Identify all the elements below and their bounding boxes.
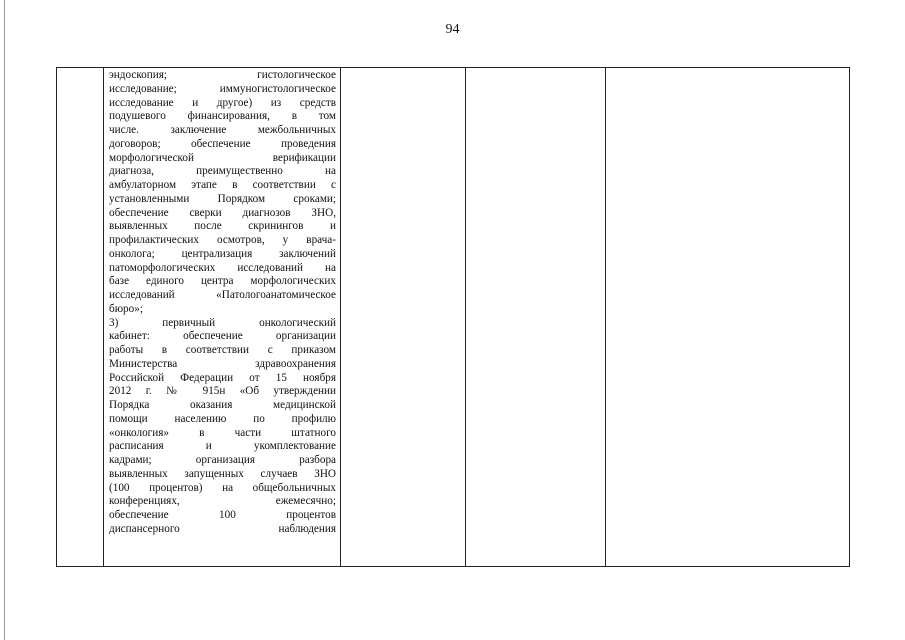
text-line: базе единого центра морфологических <box>109 275 336 288</box>
page-edge-line <box>4 0 5 640</box>
column-divider-3 <box>465 68 466 566</box>
text-line: Порядка оказания медицинской <box>109 399 336 411</box>
text-line: бюро»; <box>109 302 143 315</box>
text-line: кабинет: обеспечение организации <box>109 330 336 343</box>
text-line: амбулаторном этапе в соответствии с <box>109 179 336 191</box>
column-divider-4 <box>605 68 606 566</box>
text-line: профилактических осмотров, у врача- <box>109 234 336 246</box>
table-text-cell <box>109 69 336 537</box>
text-line: помощи населению по профилю <box>109 412 336 425</box>
document-table <box>56 67 850 567</box>
text-line: исследований «Патологоанатомическое <box>109 289 336 301</box>
text-line: работы в соответствии с приказом <box>109 344 336 356</box>
text-line: выявленных после скринингов и <box>109 220 336 233</box>
text-line: онколога; централизация заключений <box>109 247 336 260</box>
text-line: обеспечение 100 процентов <box>109 509 336 521</box>
text-line: патоморфологических исследований на <box>109 261 336 274</box>
text-line: эндоскопия; гистологическое <box>109 69 336 81</box>
text-line: исследование; иммуногистологическое <box>109 82 336 95</box>
text-line: 2012 г. № 915н «Об утверждении <box>109 385 336 398</box>
text-line: договоров; обеспечение проведения <box>109 137 336 150</box>
text-line: установленными Порядком сроками; <box>109 192 336 205</box>
text-line: (100 процентов) на общебольничных <box>109 481 336 494</box>
text-line: числе. заключение межбольничных <box>109 124 336 136</box>
text-line: «онкология» в части штатного <box>109 426 336 439</box>
text-line: диспансерного наблюдения <box>109 522 336 535</box>
text-line: подушевого финансирования, в том <box>109 110 336 123</box>
text-line: расписания и укомплектование <box>109 440 336 453</box>
page-number: 94 <box>445 22 460 37</box>
column-divider-1 <box>103 68 104 566</box>
text-line: конференциях, ежемесячно; <box>109 495 336 508</box>
text-line: обеспечение сверки диагнозов ЗНО, <box>109 206 336 219</box>
text-line: 3) первичный онкологический <box>109 316 336 329</box>
text-line: выявленных запущенных случаев ЗНО <box>109 467 336 480</box>
text-line: диагноза, преимущественно на <box>109 165 336 178</box>
text-line: Российской Федерации от 15 ноября <box>109 371 336 384</box>
column-divider-2 <box>340 68 341 566</box>
text-line: исследование и другое) из средств <box>109 96 336 109</box>
text-line: Министерства здравоохранения <box>109 357 336 370</box>
text-line: морфологической верификации <box>109 151 336 164</box>
text-line: кадрами; организация разбора <box>109 454 336 466</box>
